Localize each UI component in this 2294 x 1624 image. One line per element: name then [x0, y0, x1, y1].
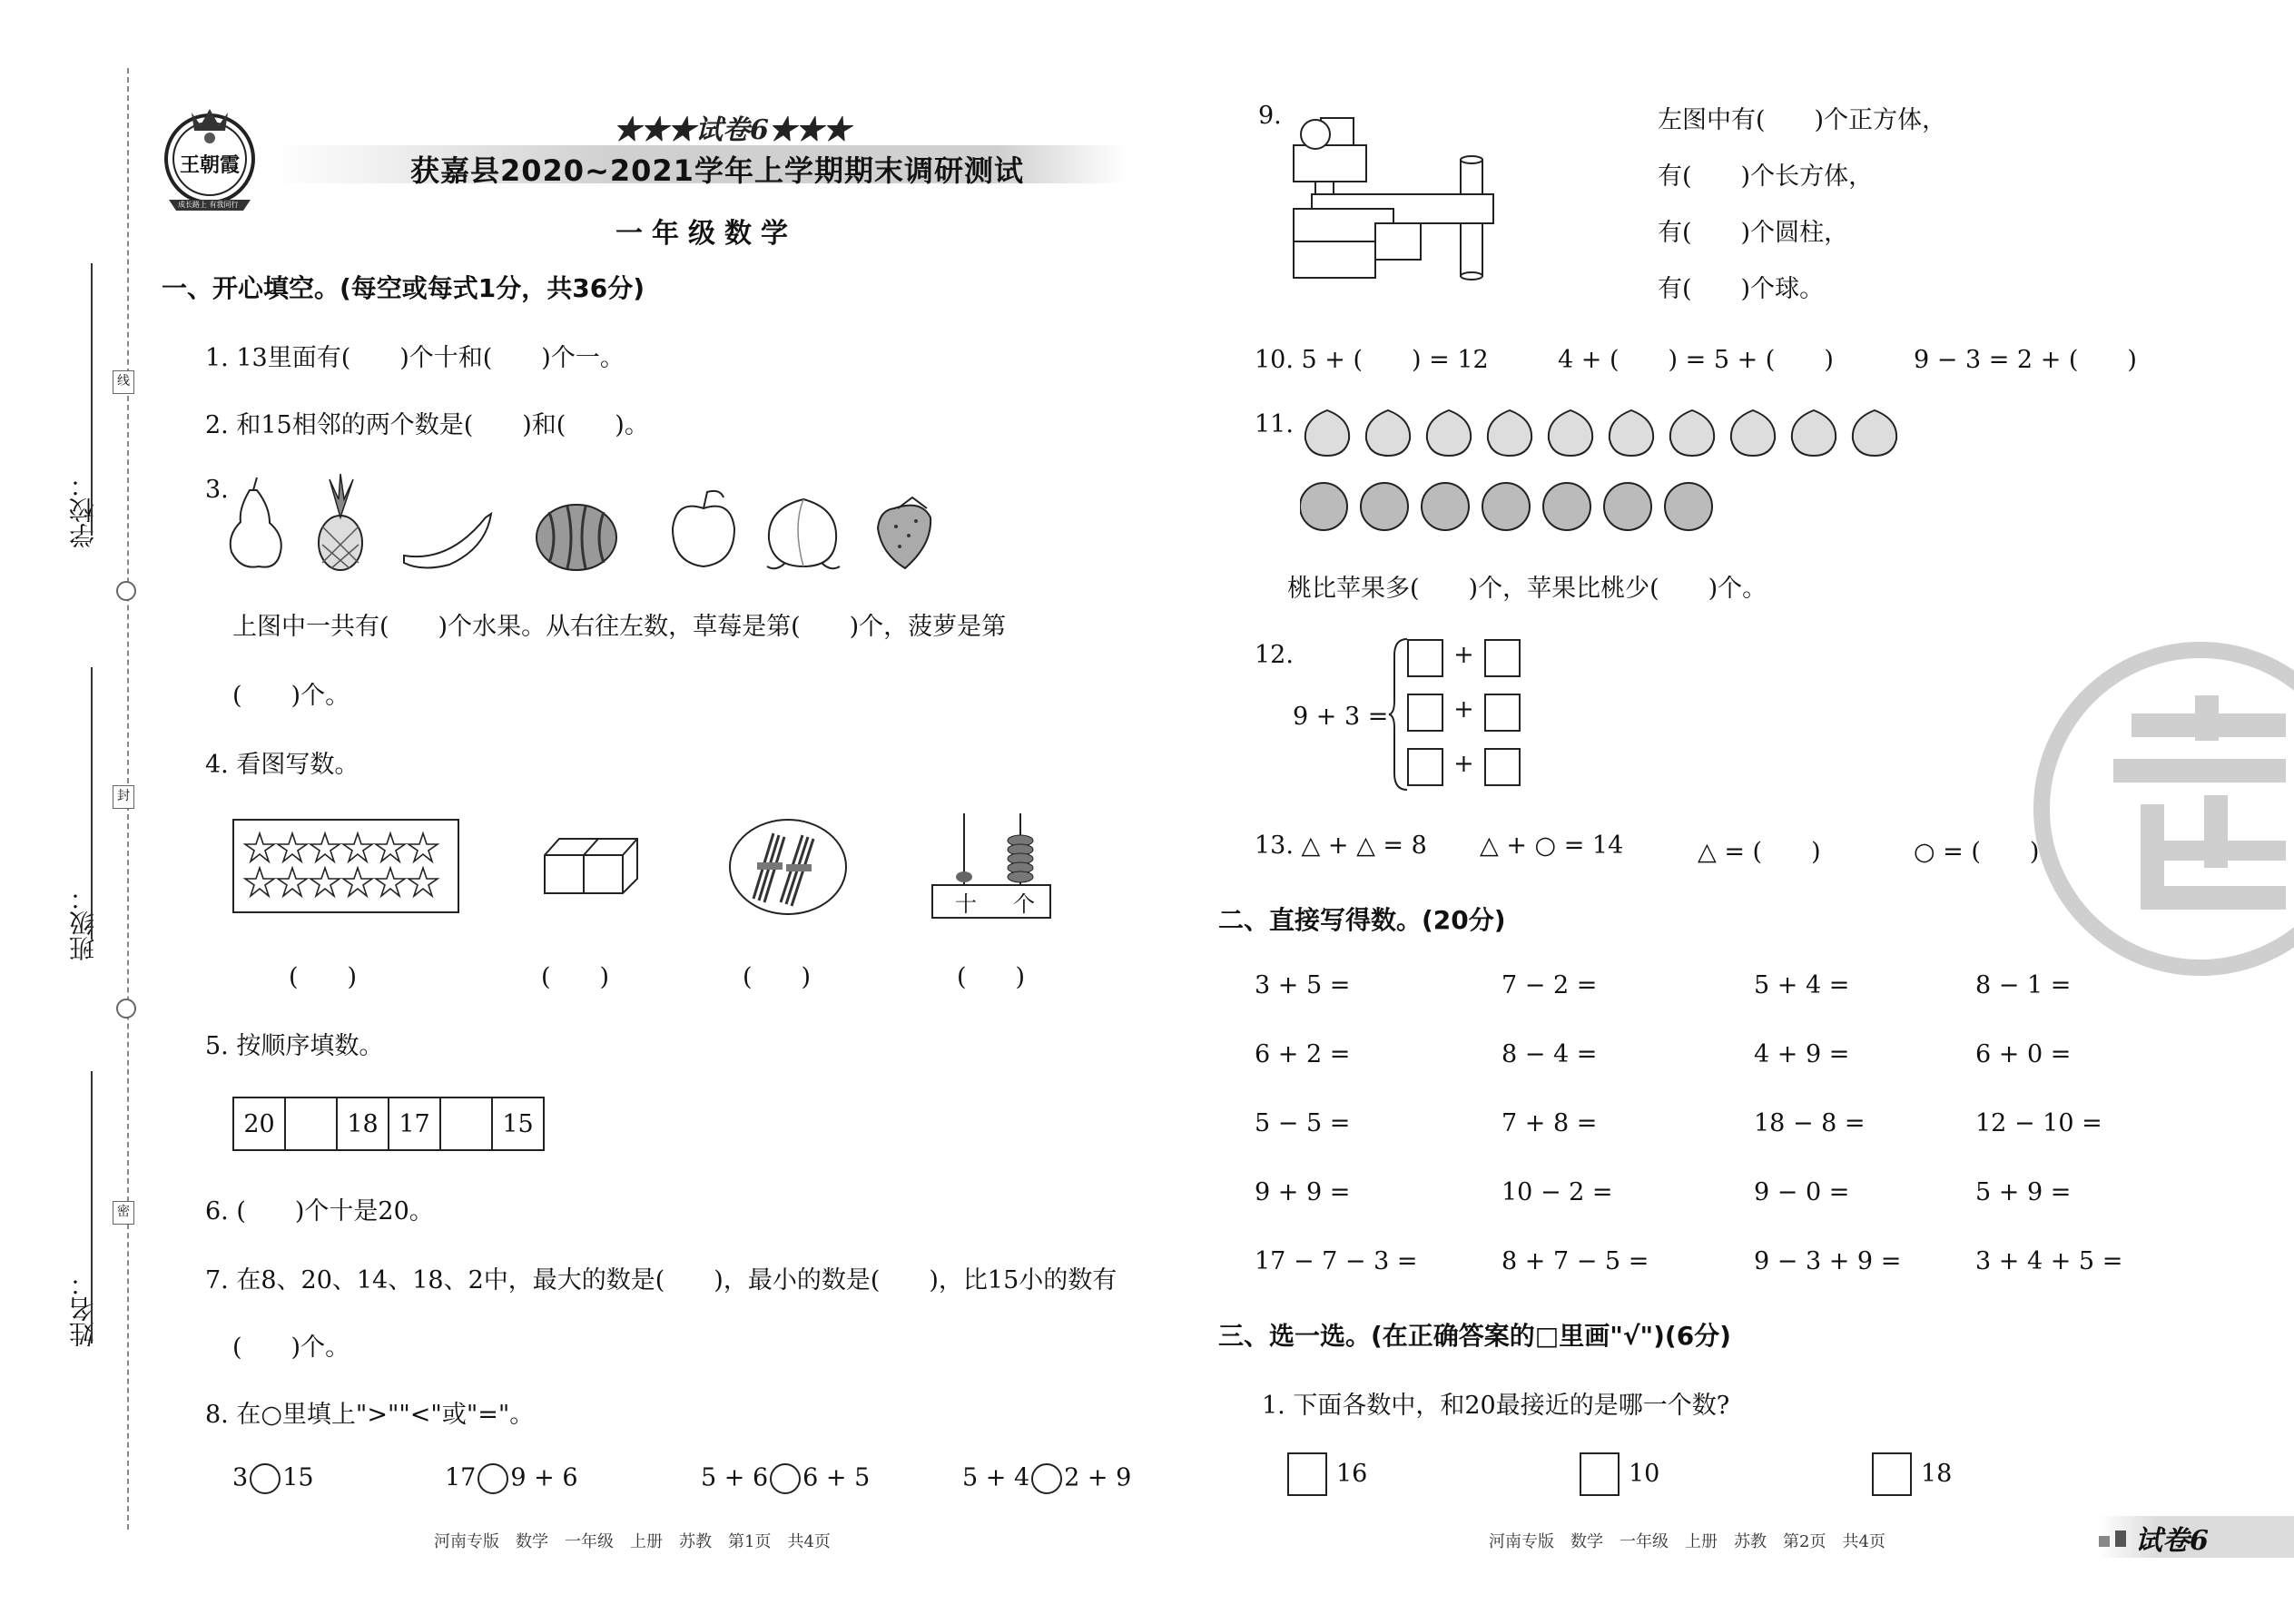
question-3-text-1: 上图中一共有( )个水果。从右往左数，草莓是第( )个，菠萝是第 [232, 613, 1007, 641]
peach-icon [1366, 410, 1410, 456]
decompose-row [1407, 639, 1521, 677]
math-item: 3 + 5 = [1255, 971, 1351, 999]
footer-paper-tag: 试卷6 [2135, 1525, 2209, 1557]
answer-box[interactable] [1484, 639, 1521, 677]
math-item: 8 − 1 = [1975, 971, 2072, 999]
sticks-bundle-icon [726, 817, 850, 917]
sequence-cell: 17 [389, 1097, 440, 1150]
answer-blank[interactable]: ( ) [289, 963, 358, 991]
compare-circle[interactable] [478, 1463, 508, 1494]
question-5: 5. 按顺序填数。 [205, 1032, 384, 1060]
math-item: 9 + 9 = [1255, 1178, 1351, 1206]
abacus-icon [931, 813, 1051, 884]
question-12-number: 12. [1255, 641, 1294, 669]
blocks-icon [1285, 109, 1521, 281]
number-sequence [232, 1097, 545, 1151]
peach-icon [1427, 410, 1471, 456]
tag-square-icon [2099, 1536, 2110, 1547]
peach-icon [767, 499, 840, 568]
math-item: 8 + 7 − 5 = [1501, 1247, 1649, 1275]
page-title: 获嘉县2020~2021学年上学期期末调研测试 [410, 153, 1024, 188]
footer-right: 河南专版 数学 一年级 上册 苏教 第2页 共4页 [1489, 1532, 1885, 1551]
option-checkbox[interactable] [1872, 1452, 1912, 1496]
option-checkbox[interactable] [1287, 1452, 1327, 1496]
math-item: 6 + 0 = [1975, 1040, 2072, 1068]
question-11-number: 11. [1255, 410, 1294, 438]
compare-left: 5 + 6 [701, 1463, 769, 1492]
answer-box[interactable] [1407, 639, 1443, 677]
question-13-part-2: △ + ○ = 14 [1480, 832, 1624, 860]
question-9-line-3: 有( )个圆柱， [1658, 219, 1849, 247]
secret-seal-icon [2023, 632, 2294, 986]
pineapple-icon [319, 474, 362, 570]
question-9-line-2: 有( )个长方体， [1658, 162, 1874, 191]
peach-icon [1610, 410, 1653, 456]
abacus-ones-label: 个 [1013, 891, 1035, 917]
compare-left: 17 [445, 1463, 477, 1492]
math-item: 9 − 3 + 9 = [1754, 1247, 1902, 1275]
section3-question-1: 1. 下面各数中，和20最接近的是哪一个数? [1262, 1392, 1730, 1420]
secret-mark: 密 [113, 1201, 134, 1225]
math-item: 5 + 9 = [1975, 1178, 2072, 1206]
seal-mark: 封 [113, 785, 134, 809]
math-item: 12 − 10 = [1975, 1109, 2102, 1137]
peach-icon [1853, 410, 1896, 456]
question-2: 2. 和15相邻的两个数是( )和( )。 [205, 411, 649, 439]
apple-icon [673, 491, 734, 566]
math-item: 5 − 5 = [1255, 1109, 1351, 1137]
option-label: 18 [1921, 1460, 1953, 1488]
class-field-line[interactable] [91, 667, 93, 940]
question-3-text-2: ( )个。 [232, 682, 350, 710]
math-item: 7 + 8 = [1501, 1109, 1598, 1137]
footer-left: 河南专版 数学 一年级 上册 苏教 第1页 共4页 [434, 1532, 831, 1551]
compare-item [701, 1463, 870, 1494]
math-item: 9 − 0 = [1754, 1178, 1850, 1206]
peach-icon [1549, 410, 1592, 456]
plus-sign: + [1453, 694, 1474, 723]
compare-right: 6 + 5 [802, 1463, 871, 1492]
name-field-line[interactable] [91, 1071, 93, 1343]
apple-icon [1422, 483, 1469, 530]
peach-icon [1792, 410, 1836, 456]
question-13-part-3: △ = ( ) [1698, 838, 1821, 866]
question-3-number: 3. [205, 476, 229, 504]
question-9-line-1: 左图中有( )个正方体， [1658, 106, 1947, 134]
compare-left: 3 [232, 1463, 249, 1492]
stars-box [232, 819, 459, 913]
option-checkbox[interactable] [1580, 1452, 1620, 1496]
answer-blank[interactable]: ( ) [541, 963, 610, 991]
question-8: 8. 在○里填上">""<"或"="。 [205, 1401, 535, 1429]
sequence-cell-blank[interactable] [285, 1097, 337, 1150]
plus-sign: + [1453, 749, 1474, 778]
binding-hole-icon [116, 999, 136, 1019]
abacus-tens-label: 十 [955, 891, 977, 917]
answer-box[interactable] [1484, 694, 1521, 732]
compare-item [445, 1463, 578, 1494]
logo-slogan: 成长路上 有我同行 [178, 201, 239, 209]
question-10-part-1: 10. 5 + ( ) = 12 [1255, 346, 1489, 374]
line-mark: 线 [113, 370, 134, 394]
answer-box[interactable] [1484, 748, 1521, 786]
peach-icon [1305, 410, 1349, 456]
apple-icon [1604, 483, 1651, 530]
question-9-line-4: 有( )个球。 [1658, 275, 1825, 303]
apple-icon [1482, 483, 1530, 530]
question-9-number: 9. [1258, 102, 1282, 130]
abacus-base [931, 884, 1051, 919]
apple-icon [1665, 483, 1712, 530]
abacus [931, 813, 1051, 919]
compare-left: 5 + 4 [962, 1463, 1030, 1492]
fruit-row [222, 472, 967, 572]
watermelon-icon [537, 505, 616, 570]
tag-square-icon [2115, 1530, 2126, 1547]
peach-icon [1488, 410, 1531, 456]
peach-icon [1670, 410, 1714, 456]
sequence-cell: 18 [337, 1097, 389, 1150]
school-field-line[interactable] [91, 263, 93, 536]
paper-tag: ★★★试卷6★★★ [614, 114, 851, 146]
option-label: 10 [1629, 1460, 1660, 1488]
question-4: 4. 看图写数。 [205, 751, 359, 779]
compare-circle[interactable] [770, 1463, 801, 1494]
peach-icon [1731, 410, 1775, 456]
decompose-row [1407, 694, 1521, 732]
question-10-part-2: 4 + ( ) = 5 + ( ) [1558, 346, 1834, 374]
logo [160, 100, 260, 218]
compare-circle[interactable] [250, 1463, 281, 1494]
math-item: 17 − 7 − 3 = [1255, 1247, 1418, 1275]
math-item: 18 − 8 = [1754, 1109, 1866, 1137]
math-item: 5 + 4 = [1754, 971, 1850, 999]
name-label: 姓名： [68, 1271, 98, 1347]
math-item: 8 − 4 = [1501, 1040, 1598, 1068]
math-item: 6 + 2 = [1255, 1040, 1351, 1068]
question-13-part-1: 13. △ + △ = 8 [1255, 832, 1427, 860]
plus-sign: + [1453, 640, 1474, 669]
binding-hole-icon [116, 581, 136, 601]
compare-right: 2 + 9 [1064, 1463, 1132, 1492]
stars-icon [234, 821, 458, 911]
logo-text: 王朝霞 [180, 154, 241, 177]
decompose-row [1407, 748, 1521, 786]
answer-blank[interactable]: ( ) [957, 963, 1026, 991]
strawberry-icon [878, 497, 930, 568]
question-7-line-2: ( )个。 [232, 1334, 350, 1362]
compare-item [232, 1463, 314, 1494]
answer-box[interactable] [1407, 748, 1443, 786]
sequence-cell: 15 [492, 1097, 544, 1150]
apple-icon [1361, 483, 1408, 530]
apple-icon [1300, 483, 1347, 530]
question-12-expression: 9 + 3 = [1293, 703, 1389, 731]
question-11-text: 桃比苹果多( )个，苹果比桃少( )个。 [1287, 575, 1767, 603]
section1-heading: 一、开心填空。(每空或每式1分，共36分) [162, 273, 645, 303]
math-item: 3 + 4 + 5 = [1975, 1247, 2123, 1275]
question-7-line-1: 7. 在8、20、14、18、2中，最大的数是( )，最小的数是( )，比15小的数有 [205, 1266, 1117, 1294]
question-10-part-3: 9 − 3 = 2 + ( ) [1914, 346, 2137, 374]
school-label: 学校： [68, 472, 98, 548]
answer-blank[interactable]: ( ) [743, 963, 812, 991]
sequence-cell: 20 [233, 1097, 285, 1150]
brace-icon [1387, 637, 1409, 792]
option-label: 16 [1336, 1460, 1368, 1488]
compare-item [962, 1463, 1131, 1494]
answer-box[interactable] [1407, 694, 1443, 732]
cubes-icon [541, 833, 643, 897]
class-label: 班级： [68, 885, 98, 961]
page-subtitle: 一年级数学 [615, 218, 797, 250]
section2-heading: 二、直接写得数。(20分) [1218, 905, 1506, 935]
compare-right: 9 + 6 [510, 1463, 578, 1492]
section3-heading: 三、选一选。(在正确答案的□里画"√")(6分) [1218, 1321, 1731, 1351]
question-1: 1. 13里面有( )个十和( )个一。 [205, 344, 625, 372]
peaches-apples-icon [1300, 399, 1954, 536]
math-item: 4 + 9 = [1754, 1040, 1850, 1068]
math-item: 10 − 2 = [1501, 1178, 1613, 1206]
banana-icon [404, 514, 491, 568]
math-item: 7 − 2 = [1501, 971, 1598, 999]
compare-circle[interactable] [1031, 1463, 1062, 1494]
question-6: 6. ( )个十是20。 [205, 1197, 434, 1225]
compare-right: 15 [282, 1463, 314, 1492]
pear-icon [231, 477, 281, 567]
apple-icon [1543, 483, 1590, 530]
question-13-part-4: ○ = ( ) [1914, 838, 2040, 866]
sequence-cell-blank[interactable] [440, 1097, 492, 1150]
